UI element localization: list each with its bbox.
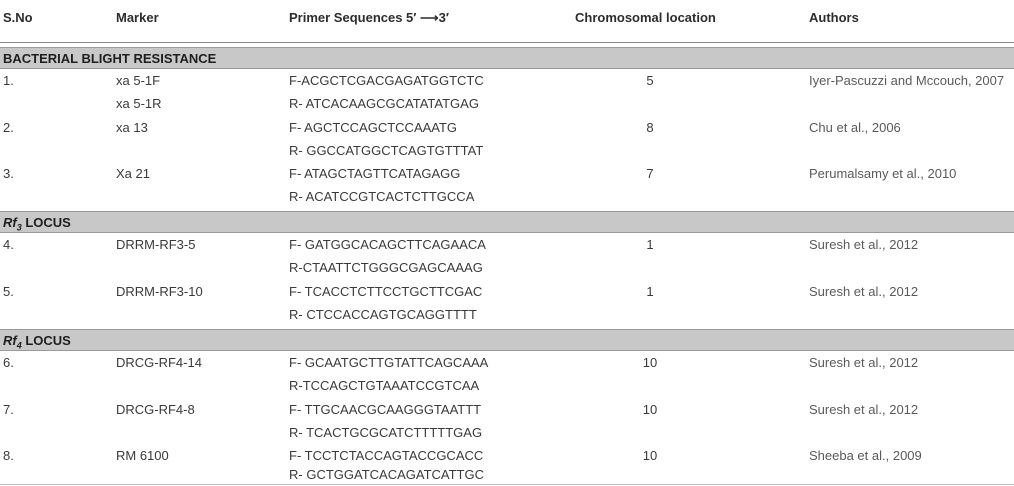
row-8-primer-forward: F- TCCTCTACCAGTACCGCACC — [289, 448, 484, 463]
row-4-marker: DRRM-RF3-5 — [116, 237, 196, 252]
row-2-authors: Chu et al., 2006 — [809, 120, 901, 135]
row-3-chromosome: 7 — [646, 166, 654, 181]
header-authors: Authors — [809, 10, 859, 25]
row-4-primer-reverse: R-CTAATTCTGGGCGAGCAAAG — [289, 260, 483, 275]
section-label: BACTERIAL BLIGHT RESISTANCE — [3, 51, 217, 66]
row-7-chromosome: 10 — [642, 402, 658, 417]
row-6-chromosome: 10 — [642, 355, 658, 370]
section-bacterial-blight — [0, 47, 1014, 69]
row-1-sno: 1. — [3, 73, 14, 88]
row-2-marker: xa 13 — [116, 120, 148, 135]
row-2-primer-reverse: R- GGCCATGGCTCAGTGTTTAT — [289, 143, 484, 158]
row-1-chromosome: 5 — [646, 73, 654, 88]
row-6-sno: 6. — [3, 355, 14, 370]
row-6-marker: DRCG-RF4-14 — [116, 355, 202, 370]
row-1-marker: xa 5-1F — [116, 73, 161, 88]
row-5-primer-reverse: R- CTCCACCAGTGCAGGTTTT — [289, 307, 477, 322]
row-5-authors: Suresh et al., 2012 — [809, 284, 919, 299]
row-7-marker: DRCG-RF4-8 — [116, 402, 195, 417]
row-5-marker: DRRM-RF3-10 — [116, 284, 203, 299]
row-1-authors: Iyer-Pascuzzi and Mccouch, 2007 — [809, 73, 1005, 88]
row-7-primer-forward: F- TTGCAACGCAAGGGTAATTT — [289, 402, 482, 417]
row-3-sno: 3. — [3, 166, 14, 181]
row-3-authors: Perumalsamy et al., 2010 — [809, 166, 957, 181]
row-5-sno: 5. — [3, 284, 14, 299]
section-rf3-locus — [0, 211, 1014, 233]
row-4-chromosome: 1 — [646, 237, 654, 252]
table-bottom-rule — [0, 484, 1014, 485]
row-4-sno: 4. — [3, 237, 14, 252]
section-rf4-locus — [0, 329, 1014, 351]
row-7-sno: 7. — [3, 402, 14, 417]
row-3-primer-forward: F- ATAGCTAGTTCATAGAGG — [289, 166, 461, 181]
row-4-authors: Suresh et al., 2012 — [809, 237, 919, 252]
row-3-primer-reverse: R- ACATCCGTCACTCTTGCCA — [289, 189, 475, 204]
row-5-chromosome: 1 — [646, 284, 654, 299]
row-8-chromosome: 10 — [642, 448, 658, 463]
row-8-primer-reverse: R- GCTGGATCACAGATCATTGC — [289, 467, 484, 482]
row-8-marker: RM 6100 — [116, 448, 169, 463]
row-1-primer-reverse: R- ATCACAAGCGCATATATGAG — [289, 96, 479, 111]
row-7-primer-reverse: R- TCACTGCGCATCTTTTTGAG — [289, 425, 483, 440]
row-2-chromosome: 8 — [646, 120, 654, 135]
header-primer: Primer Sequences 5′ ⟶3′ — [289, 10, 449, 25]
table-header — [0, 0, 1014, 43]
row-2-primer-forward: F- AGCTCCAGCTCCAAATG — [289, 120, 458, 135]
row-2-sno: 2. — [3, 120, 14, 135]
row-5-primer-forward: F- TCACCTCTTCCTGCTTCGAC — [289, 284, 483, 299]
header-sno: S.No — [3, 10, 33, 25]
row-8-authors: Sheeba et al., 2009 — [809, 448, 922, 463]
row-4-primer-forward: F- GATGGCACAGCTTCAGAACA — [289, 237, 486, 252]
section-label: $Rf_4$ LOCUS — [3, 333, 71, 351]
row-6-authors: Suresh et al., 2012 — [809, 355, 919, 370]
row-6-primer-reverse: R-TCCAGCTGTAAATCCGTCAA — [289, 378, 480, 393]
header-chromosomal-location: Chromosomal location — [575, 10, 716, 25]
header-marker: Marker — [116, 10, 159, 25]
row-3-marker: Xa 21 — [116, 166, 150, 181]
section-label: $Rf_3$ LOCUS — [3, 215, 71, 233]
row-7-authors: Suresh et al., 2012 — [809, 402, 919, 417]
row-8-sno: 8. — [3, 448, 14, 463]
row-6-primer-forward: F- GCAATGCTTGTATTCAGCAAA — [289, 355, 489, 370]
row-1-marker-2: xa 5-1R — [116, 96, 162, 111]
row-1-primer-forward: F-ACGCTCGACGAGATGGTCTC — [289, 73, 484, 88]
